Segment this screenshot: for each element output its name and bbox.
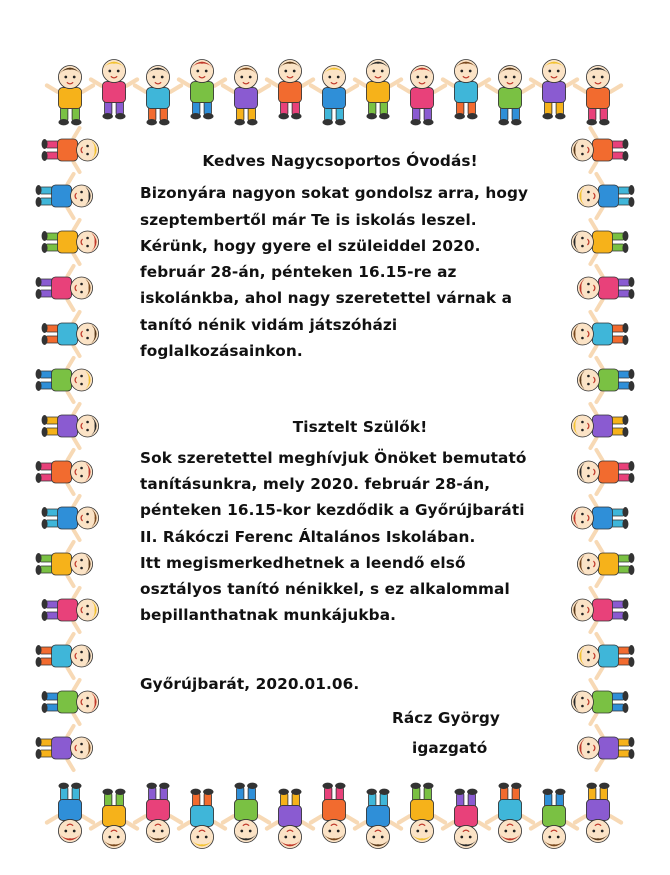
signature-title: igazgató [412, 739, 488, 758]
paragraph-line: II. Rákóczi Ferenc Általános Iskolában. [140, 527, 476, 546]
child-figure-icon [42, 496, 99, 540]
child-figure-icon [577, 634, 634, 678]
children-paragraph [140, 180, 540, 364]
paragraph-line: Bizonyára nagyon sokat gondolsz arra, hogy [140, 184, 529, 203]
child-figure-icon [42, 404, 99, 448]
child-figure-icon [179, 789, 225, 849]
child-figure-icon [571, 128, 628, 172]
child-figure-icon [577, 542, 634, 586]
child-figure-icon [223, 65, 269, 125]
child-figure-icon [571, 312, 628, 356]
child-figure-icon [487, 65, 533, 125]
child-figure-icon [42, 680, 99, 724]
child-figure-icon [571, 680, 628, 724]
child-figure-icon [223, 783, 269, 843]
child-figure-icon [399, 783, 445, 843]
child-figure-icon [47, 65, 93, 125]
paragraph-line: tanító nénik vidám játszóházi [140, 315, 398, 334]
child-figure-icon [487, 783, 533, 843]
child-figure-icon [36, 174, 93, 218]
child-figure-icon [571, 404, 628, 448]
place-date: Győrújbarát, 2020.01.06. [140, 674, 360, 693]
child-figure-icon [577, 266, 634, 310]
child-figure-icon [575, 783, 621, 843]
paragraph-line: Itt megismerkedhetnek a leendő első [140, 553, 466, 572]
children-greeting: Kedves Nagycsoportos Óvodás! [202, 152, 478, 170]
child-figure-icon [135, 65, 181, 125]
child-figure-icon [42, 312, 99, 356]
child-figure-icon [575, 65, 621, 125]
child-figure-icon [135, 783, 181, 843]
paragraph-line: Kérünk, hogy gyere el szüleiddel 2020. [140, 236, 481, 255]
child-figure-icon [577, 358, 634, 402]
parents-paragraph [140, 445, 540, 629]
child-figure-icon [36, 266, 93, 310]
child-figure-icon [571, 496, 628, 540]
child-figure-icon [42, 220, 99, 264]
child-figure-icon [267, 789, 313, 849]
child-figure-icon [443, 59, 489, 119]
paragraph-line: foglalkozásainkon. [140, 342, 303, 361]
child-figure-icon [42, 128, 99, 172]
paragraph-line: bepillanthatnak munkájukba. [140, 606, 397, 625]
child-figure-icon [443, 789, 489, 849]
child-figure-icon [355, 789, 401, 849]
child-figure-icon [399, 65, 445, 125]
child-figure-icon [355, 59, 401, 119]
child-figure-icon [577, 726, 634, 770]
child-figure-icon [531, 59, 577, 119]
child-figure-icon [91, 59, 137, 119]
child-figure-icon [571, 220, 628, 264]
paragraph-line: tanításunkra, mely 2020. február 28-án, [140, 474, 491, 493]
child-figure-icon [42, 588, 99, 632]
paragraph-line: iskolánkba, ahol nagy szeretettel várnak a [140, 289, 513, 308]
child-figure-icon [267, 59, 313, 119]
paragraph-line: február 28-án, pénteken 16.15-re az [140, 263, 457, 282]
paragraph-line: osztályos tanító nénikkel, s ez alkalommal [140, 580, 510, 599]
child-figure-icon [577, 174, 634, 218]
invitation-letter [140, 148, 540, 762]
paragraph-line: pénteken 16.15-kor kezdődik a Győrújbaráti [140, 501, 525, 520]
child-figure-icon [311, 65, 357, 125]
parents-greeting: Tisztelt Szülők! [292, 418, 428, 437]
child-figure-icon [311, 783, 357, 843]
child-figure-icon [577, 450, 634, 494]
child-figure-icon [91, 789, 137, 849]
child-figure-icon [36, 358, 93, 402]
paragraph-line: szeptembertől már Te is iskolás leszel. [140, 210, 477, 229]
signature-name: Rácz György [392, 709, 500, 728]
child-figure-icon [36, 726, 93, 770]
child-figure-icon [36, 450, 93, 494]
child-figure-icon [36, 634, 93, 678]
paragraph-line: Sok szeretettel meghívjuk Önöket bemutató [140, 448, 527, 467]
child-figure-icon [179, 59, 225, 119]
child-figure-icon [47, 783, 93, 843]
child-figure-icon [571, 588, 628, 632]
child-figure-icon [531, 789, 577, 849]
child-figure-icon [36, 542, 93, 586]
